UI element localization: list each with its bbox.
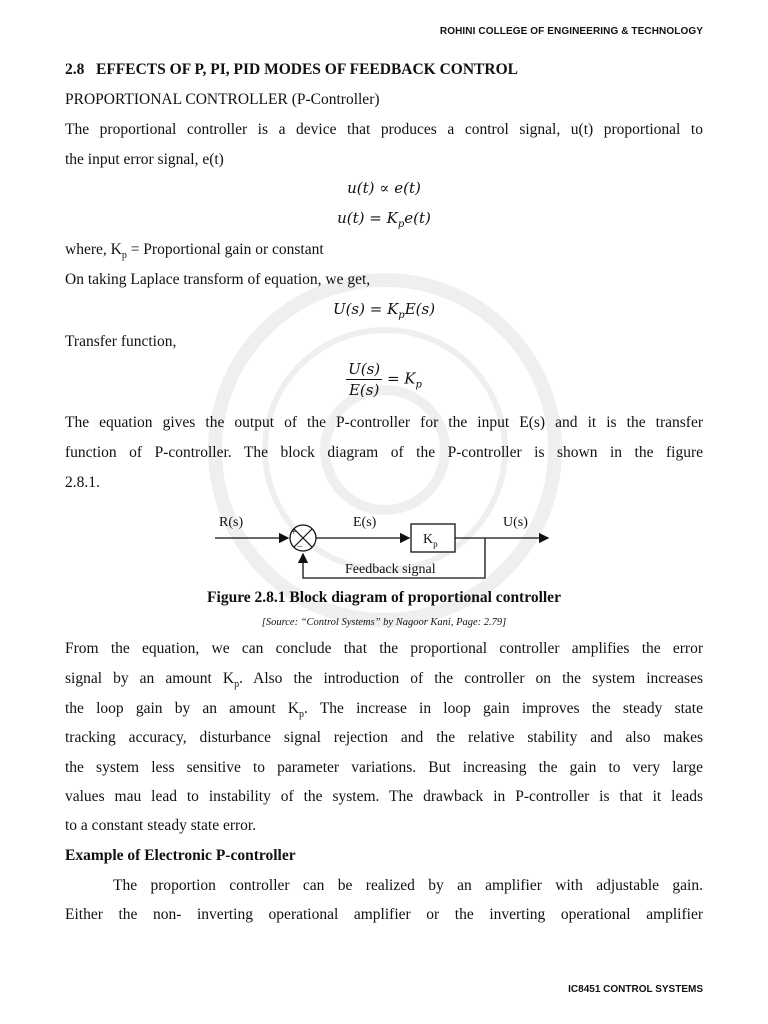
eq2-right: e(t) [404, 209, 431, 227]
subsection-title: PROPORTIONAL CONTROLLER (P-Controller) [65, 91, 380, 108]
eq3-right: E(s) [404, 300, 436, 318]
eq2-sub: p [397, 219, 405, 230]
equation-laplace [65, 300, 703, 321]
tf-denominator: E(s) [348, 381, 380, 399]
section-heading [65, 60, 518, 80]
para3-line-3 [65, 699, 703, 725]
tf-fraction [346, 360, 382, 399]
figure-source: [Source: “Control Systems” by Nagoor Kani, Page: 2.79] [261, 617, 507, 628]
para3-line-3-pre: the loop gain by an amount K [65, 700, 300, 717]
para3-line-5: the system less sensitive to parameter variations. But increasing the gain to very large [65, 759, 703, 776]
para3-line-3-sub: p [299, 709, 305, 721]
gain-label: K [423, 532, 434, 547]
para2-line-1: The equation gives the output of the P-controller for the input E(s) and it is the transfer [65, 414, 703, 431]
section-title: EFFECTS OF P, PI, PID MODES OF FEEDBACK CONTROL [96, 61, 518, 78]
feedback-label: Feedback signal [345, 562, 436, 577]
intro-line-1: The proportional controller is a device that produces a control signal, u(t) proportional to [65, 121, 703, 138]
section-number: 2.8 [65, 61, 85, 78]
para2-line-2: function of P-controller. The block diagram of the P-controller is shown in the figure [65, 444, 703, 461]
transfer-function-label: Transfer function, [65, 333, 177, 350]
example-line-2: Either the non- inverting operational amplifier or the inverting operational amplifier [65, 906, 703, 923]
equation-transfer-function [65, 360, 703, 399]
eq3-sub: p [398, 310, 405, 321]
para3-line-2-sub: p [234, 679, 240, 691]
where-post: = Proportional gain or constant [126, 241, 324, 258]
para3-line-2 [65, 669, 703, 695]
para3-line-2-post: . Also the introduction of the controller on the system increases [239, 670, 703, 687]
plus-sign: + [291, 527, 297, 538]
eq3-left: U(s) = K [332, 300, 399, 318]
intro-line-2: the input error signal, e(t) [65, 151, 224, 168]
para3-line-3-post: . The increase in loop gain improves the steady state [304, 700, 703, 717]
error-label: E(s) [353, 515, 377, 530]
page-header: ROHINI COLLEGE OF ENGINEERING & TECHNOLOGY [439, 26, 703, 37]
para3-line-2-pre: signal by an amount K [65, 670, 235, 687]
where-sub: p [121, 250, 127, 262]
page-footer: IC8451 CONTROL SYSTEMS [568, 984, 703, 995]
example-line-1: The proportion controller can be realized by an amplifier with adjustable gain. [113, 877, 703, 894]
minus-sign: − [297, 542, 303, 553]
tf-rhs: = K [386, 369, 416, 388]
eq2-left: u(t) = K [337, 209, 398, 227]
tf-numerator: U(s) [348, 360, 381, 378]
laplace-line: On taking Laplace transform of equation, we get, [65, 271, 371, 288]
example-heading: Example of Electronic P-controller [65, 847, 296, 864]
input-label: R(s) [219, 515, 244, 530]
where-pre: where, K [65, 241, 122, 258]
para3-line-6: values mau lead to instability of the system. The drawback in P-controller is that it leads [65, 788, 703, 805]
gain-sub: p [433, 539, 438, 549]
figure-caption: Figure 2.8.1 Block diagram of proportional controller [207, 589, 561, 606]
equation-proportional: u(t) ∝ e(t) [347, 179, 421, 197]
output-label: U(s) [503, 515, 528, 530]
para3-line-4: tracking accuracy, disturbance signal rejection and the relative stability and also makes [65, 729, 703, 746]
block-diagram [205, 510, 555, 593]
equation-control-law [65, 209, 703, 230]
para3-line-7: to a constant steady state error. [65, 817, 257, 834]
para2-line-3: 2.8.1. [65, 474, 100, 491]
tf-sub: p [415, 379, 422, 391]
para3-line-1: From the equation, we can conclude that the proportional controller amplifies the error [65, 640, 703, 657]
where-line [65, 240, 324, 266]
